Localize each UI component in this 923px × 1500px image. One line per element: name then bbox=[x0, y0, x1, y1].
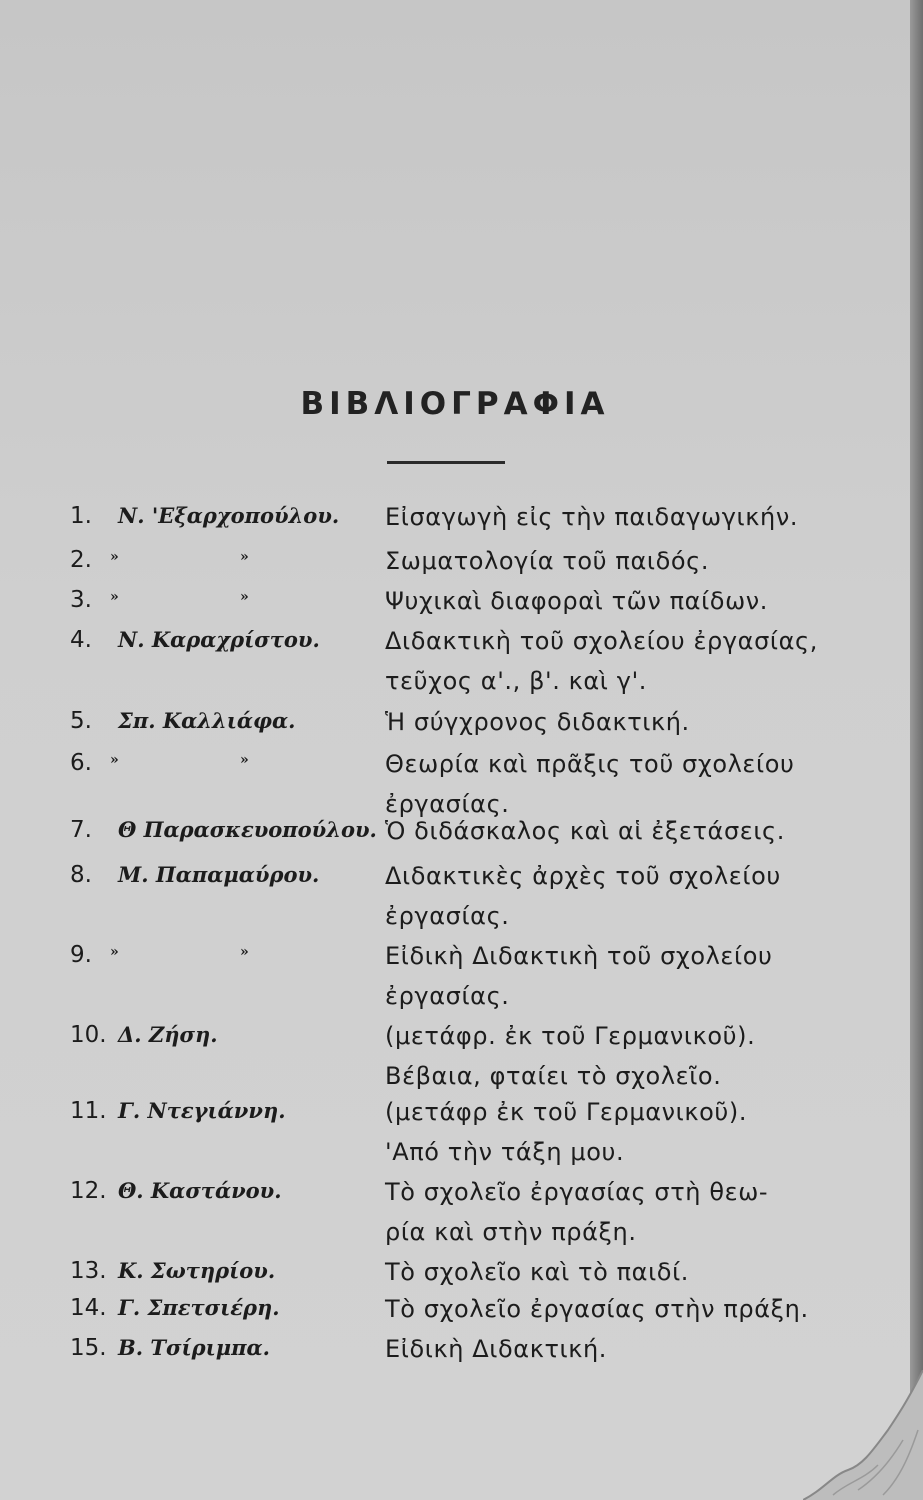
entry-number: 11. bbox=[70, 1098, 107, 1124]
ditto-mark: » bbox=[240, 589, 249, 605]
entry-number: 12. bbox=[70, 1178, 107, 1204]
entry-author: Μ. Παπαμαύρου. bbox=[118, 862, 320, 887]
entry-title-line: Εἰδικὴ Διδακτική. bbox=[385, 1335, 608, 1363]
entry-number: 1. bbox=[70, 503, 92, 529]
entry-title-line: 'Από τὴν τάξη μου. bbox=[385, 1138, 625, 1166]
entry-author: Θ. Καστάνου. bbox=[118, 1178, 282, 1203]
entry-title-line: Εἰσαγωγὴ εἰς τὴν παιδαγωγικήν. bbox=[385, 503, 799, 531]
entry-title-line: Σωματολογία τοῦ παιδός. bbox=[385, 547, 710, 575]
entry-title-line: Τὸ σχολεῖο ἐργασίας στὴν πράξη. bbox=[385, 1295, 809, 1323]
entry-title-line: (μετάφρ ἐκ τοῦ Γερμανικοῦ). bbox=[385, 1098, 748, 1126]
entry-number: 14. bbox=[70, 1295, 107, 1321]
ditto-mark: » bbox=[240, 549, 249, 565]
entry-title-line: (μετάφρ. ἐκ τοῦ Γερμανικοῦ). bbox=[385, 1022, 756, 1050]
entry-number: 8. bbox=[70, 862, 92, 888]
entry-title-line: Ὁ διδάσκαλος καὶ αἱ ἐξετάσεις. bbox=[385, 817, 785, 845]
bibliography-entry bbox=[0, 503, 910, 543]
bibliography-entry bbox=[0, 1258, 910, 1298]
bibliography-entry bbox=[0, 1335, 910, 1375]
entry-number: 7. bbox=[70, 817, 92, 843]
ditto-mark: » bbox=[110, 752, 119, 768]
ditto-mark: » bbox=[240, 752, 249, 768]
entry-title-line: Τὸ σχολεῖο καὶ τὸ παιδί. bbox=[385, 1258, 690, 1286]
entry-title-line: Διδακτικὴ τοῦ σχολείου ἐργασίας, bbox=[385, 627, 818, 655]
entry-author: Β. Τσίριμπα. bbox=[118, 1335, 270, 1360]
title-underline bbox=[387, 461, 505, 464]
entry-number: 2. bbox=[70, 547, 92, 573]
entry-title-line: ρία καὶ στὴν πράξη. bbox=[385, 1218, 637, 1246]
entry-author: Δ. Ζήση. bbox=[118, 1022, 218, 1047]
bibliography-entry bbox=[0, 587, 910, 627]
entry-number: 9. bbox=[70, 942, 92, 968]
bibliography-entry bbox=[0, 1178, 910, 1246]
torn-corner-graphic bbox=[803, 1370, 923, 1500]
entry-author: Κ. Σωτηρίου. bbox=[118, 1258, 276, 1283]
bibliography-entry bbox=[0, 817, 910, 857]
entry-title-line: Θεωρία καὶ πρᾶξις τοῦ σχολείου bbox=[385, 750, 795, 778]
page-title: ΒΙΒΛΙΟΓΡΑΦΙΑ bbox=[300, 386, 610, 422]
entry-title-line: ἐργασίας. bbox=[385, 982, 510, 1010]
entry-author: Σπ. Καλλιάφα. bbox=[118, 708, 296, 733]
entry-title-line: ἐργασίας. bbox=[385, 790, 510, 818]
entry-author: Ν. 'Εξαρχοπούλου. bbox=[118, 503, 340, 528]
entry-author: Ν. Καραχρίστου. bbox=[118, 627, 320, 652]
entry-number: 5. bbox=[70, 708, 92, 734]
bibliography-entry bbox=[0, 627, 910, 695]
ditto-mark: » bbox=[110, 589, 119, 605]
entry-number: 3. bbox=[70, 587, 92, 613]
entry-title-line: Εἰδικὴ Διδακτικὴ τοῦ σχολείου bbox=[385, 942, 773, 970]
entry-number: 6. bbox=[70, 750, 92, 776]
entry-title-line: Τὸ σχολεῖο ἐργασίας στὴ θεω- bbox=[385, 1178, 769, 1206]
entry-title-line: τεῦχος α'., β'. καὶ γ'. bbox=[385, 667, 647, 695]
entry-number: 15. bbox=[70, 1335, 107, 1361]
entry-title-line: Ψυχικαὶ διαφοραὶ τῶν παίδων. bbox=[385, 587, 769, 615]
bibliography-entry bbox=[0, 1098, 910, 1166]
entry-number: 10. bbox=[70, 1022, 107, 1048]
bibliography-entry bbox=[0, 547, 910, 587]
entry-number: 4. bbox=[70, 627, 92, 653]
entry-author: Θ Παρασκευοπούλου. bbox=[118, 817, 377, 842]
ditto-mark: » bbox=[110, 549, 119, 565]
bibliography-entry bbox=[0, 1295, 910, 1335]
entry-number: 13. bbox=[70, 1258, 107, 1284]
bibliography-entry bbox=[0, 862, 910, 930]
entry-title-line: Βέβαια, φταίει τὸ σχολεῖο. bbox=[385, 1062, 722, 1090]
bibliography-entry bbox=[0, 708, 910, 748]
bibliography-entry bbox=[0, 942, 910, 1010]
entry-title-line: Ἡ σύγχρονος διδακτική. bbox=[385, 708, 690, 736]
entry-author: Γ. Σπετσιέρη. bbox=[118, 1295, 280, 1320]
ditto-mark: » bbox=[110, 944, 119, 960]
entry-title-line: ἐργασίας. bbox=[385, 902, 510, 930]
entry-author: Γ. Ντεγιάννη. bbox=[118, 1098, 286, 1123]
ditto-mark: » bbox=[240, 944, 249, 960]
page-binding-edge bbox=[910, 0, 923, 1500]
bibliography-entry bbox=[0, 750, 910, 818]
bibliography-entry bbox=[0, 1022, 910, 1090]
entry-title-line: Διδακτικὲς ἀρχὲς τοῦ σχολείου bbox=[385, 862, 781, 890]
